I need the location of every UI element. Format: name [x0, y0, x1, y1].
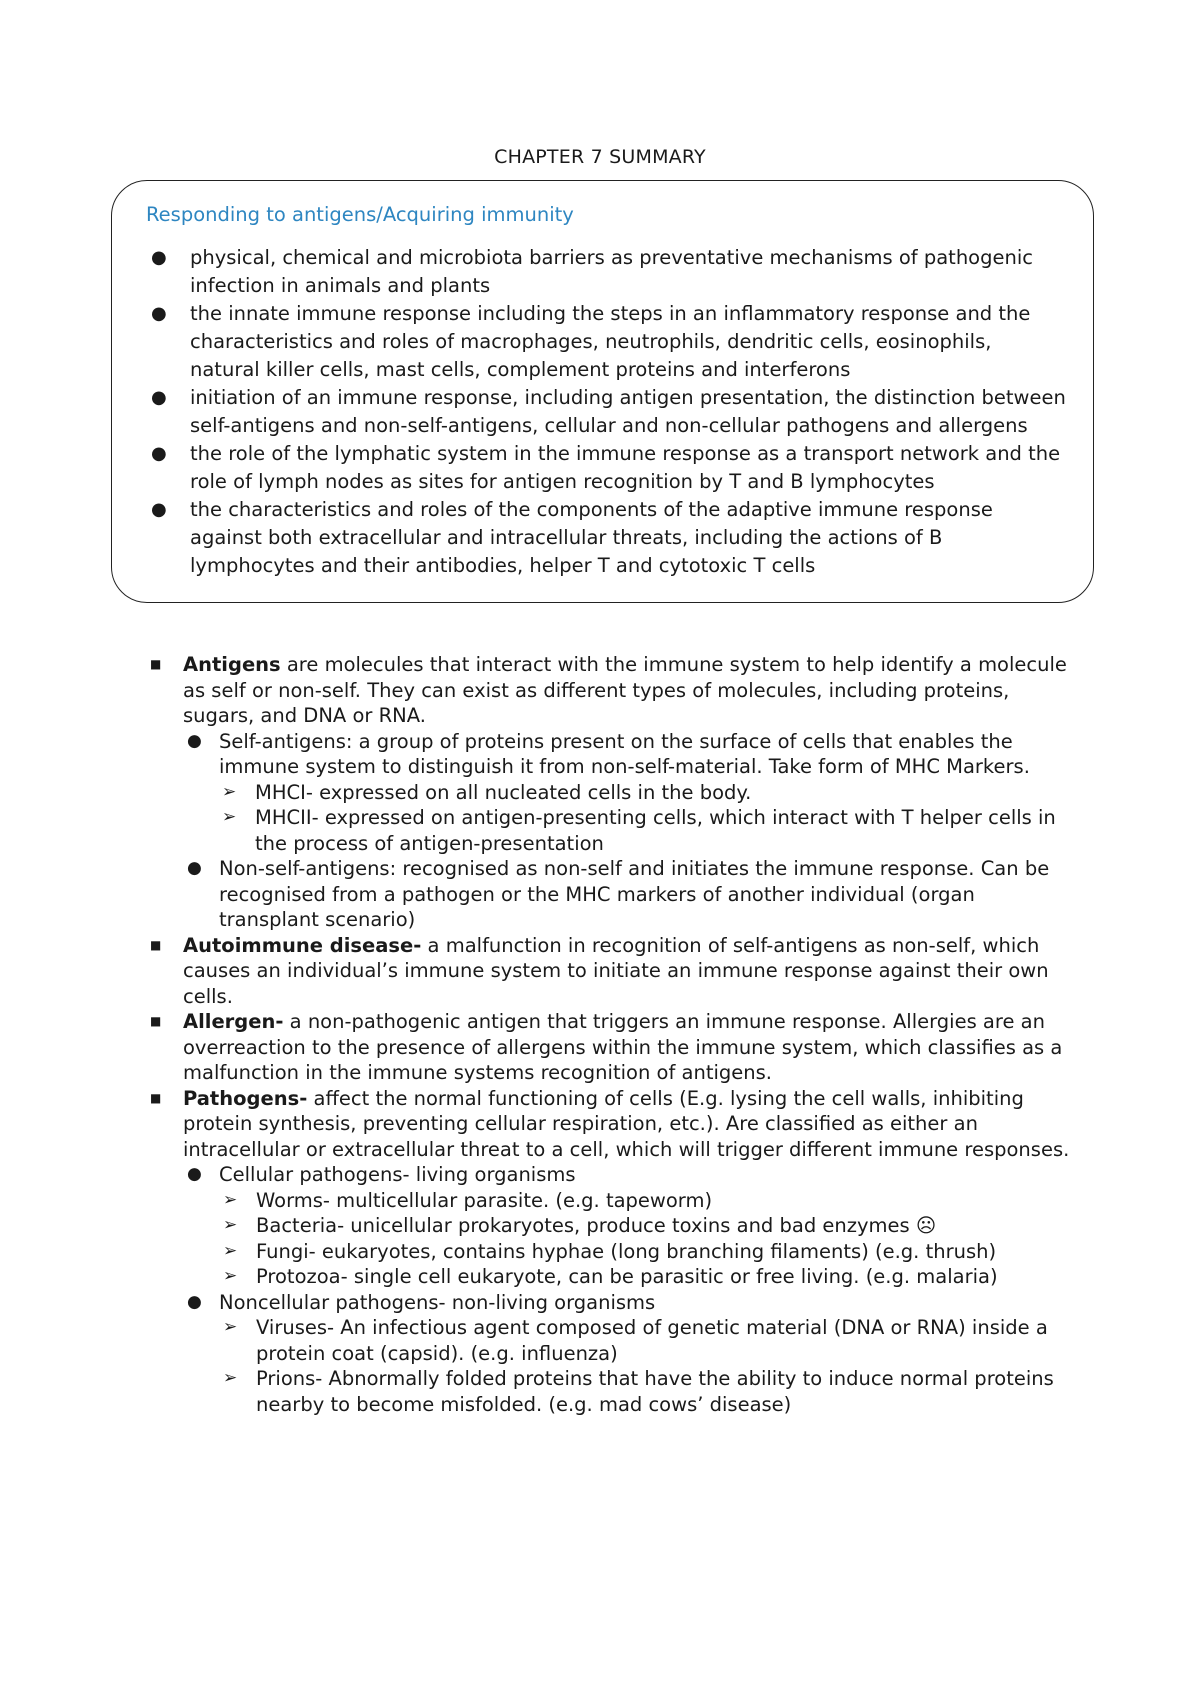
note-autoimmune: ■ Autoimmune disease- a malfunction in recognition of self-antigens as non-self, which causes an individual’s immune system to initiate an immune response against their own cells. [150, 933, 1049, 1008]
bullet-icon: ● [151, 303, 167, 324]
list-item: ➢ Prions- Abnormally folded proteins that have the ability to induce normal proteins nearby to become misfolded. (e.g. mad cows’ disease) [223, 1367, 1054, 1416]
notes-list [150, 652, 1070, 1417]
arrow-bullet-icon: ➢ [223, 1317, 238, 1337]
list-item: ➢ Viruses- An infectious agent composed of genetic material (DNA or RNA) inside a protein coat (capsid). (e.g. influenza) [223, 1316, 1048, 1365]
note-pathogens: ■ Pathogens- affect the normal functioning of cells (E.g. lysing the cell walls, inhibiting protein synthesis, preventing cellular respiration, etc.). Are classified as either an intracellular or extracellular threat to a cell, which will trigger different immune responses. ● Cellular pathogens- living organisms ➢ Worms- multicellular parasite. (e.g. tapeworm) ➢ Bacteria- unicellular prokaryotes, produce toxins and bad enzymes ☹ ➢ Fungi- eukaryotes, contains hyphae (long branching filaments) (e.g. thrush) ➢ Protozoa- single cell eukaryote, can be parasitic or free living. (e.g. malaria) ● Noncellular pathogens- non-living organisms ➢ Viruses- An infectious agent composed of genetic material (DNA or RNA) inside a protein coat (capsid). (e.g. influenza) ➢ Prions- Abnormally folded proteins that have the ability to induce normal proteins nearby to become misfolded. (e.g. mad cows’ disease) [150, 1086, 1070, 1416]
note-allergen: ■ Allergen- a non-pathogenic antigen that triggers an immune response. Allergies are an overreaction to the presence of allergens within the immune system, which classifies as a malfunction in the immune systems recognition of antigens. [150, 1010, 1063, 1084]
list-item: ➢ Fungi- eukaryotes, contains hyphae (long branching filaments) (e.g. thrush) [223, 1239, 997, 1263]
arrow-bullet-icon: ➢ [222, 781, 237, 802]
bullet-icon: ● [151, 387, 167, 408]
list-item: ● initiation of an immune response, including antigen presentation, the distinction between self-antigens and non-self-antigens, cellular and non-cellular pathogens and allergens [151, 386, 1066, 437]
arrow-bullet-icon: ➢ [223, 1215, 238, 1235]
list-item: ● Noncellular pathogens- non-living organisms [187, 1290, 656, 1314]
box-heading: Responding to antigens/Acquiring immunity [146, 203, 574, 226]
note-antigens: ■ Antigens are molecules that interact with the immune system to help identify a molecule as self or non-self. They can exist as different types of molecules, including proteins, sugars, and DNA or RNA. ● Self-antigens: a group of proteins present on the surface of cells that enables the immune system to distinguish it from non-self-material. Take form of MHC Markers. ➢ MHCI- expressed on all nucleated cells in the body. ➢ MHCII- expressed on antigen-presenting cells, which interact with T helper cells in the process of antigen-presentation ● Non-self-antigens: recognised as non-self and initiates the immune response. Can be recognised from a pathogen or the MHC markers of another individual (organ transplant scenario) [150, 652, 1070, 933]
list-item: ● physical, chemical and microbiota barriers as preventative mechanisms of pathogenic infection in animals and plants [151, 246, 1033, 297]
arrow-bullet-icon: ➢ [223, 1189, 238, 1210]
summary-box [111, 180, 1094, 603]
term: Antigens [183, 653, 281, 676]
bullet-icon: ● [151, 499, 167, 520]
arrow-bullet-icon: ➢ [222, 807, 237, 827]
list-item: ● Self-antigens: a group of proteins present on the surface of cells that enables the immune system to distinguish it from non-self-material. Take form of MHC Markers. ➢ MHCI- expressed on all nucleated cells in the body. ➢ MHCII- expressed on antigen-presenting cells, which interact with T helper cells in the process of antigen-presentation [183, 729, 1070, 857]
square-bullet-icon: ■ [150, 1014, 162, 1028]
term: Autoimmune disease- [183, 933, 422, 957]
bullet-icon: ● [151, 247, 167, 268]
arrow-bullet-icon: ➢ [223, 1240, 238, 1261]
box-list [146, 244, 1066, 580]
list-item: ➢ MHCII- expressed on antigen-presenting cells, which interact with T helper cells in the process of antigen-presentation [222, 806, 1056, 855]
list-item: ● the role of the lymphatic system in the immune response as a transport network and the role of lymph nodes as sites for antigen recognition by T and B lymphocytes [151, 442, 1061, 493]
bullet-icon: ● [187, 730, 202, 751]
list-item: ➢ Bacteria- unicellular prokaryotes, produce toxins and bad enzymes ☹ [223, 1214, 937, 1237]
list-item: ● the innate immune response including the steps in an inflammatory response and the characteristics and roles of macrophages, neutrophils, dendritic cells, eosinophils, natural killer cells, mast cells, complement proteins and interferons [151, 302, 1031, 381]
arrow-bullet-icon: ➢ [223, 1368, 238, 1388]
bullet-icon: ● [187, 1164, 202, 1184]
list-item: ● Cellular pathogens- living organisms [187, 1163, 576, 1186]
list-item: ● the characteristics and roles of the components of the adaptive immune response against both extracellular and intracellular threats, including the actions of B lymphocytes and their antibodies, helper T and cytotoxic T cells [151, 498, 993, 577]
bullet-icon: ● [187, 1291, 202, 1312]
bullet-icon: ● [151, 443, 167, 464]
square-bullet-icon: ■ [150, 1090, 162, 1105]
bullet-icon: ● [187, 858, 202, 878]
term: Pathogens- [183, 1086, 308, 1110]
term: Allergen- [183, 1010, 284, 1033]
list-item: ➢ Worms- multicellular parasite. (e.g. tapeworm) [223, 1188, 713, 1212]
arrow-bullet-icon: ➢ [223, 1266, 238, 1286]
list-item: ● Non-self-antigens: recognised as non-self and initiates the immune response. Can be recognised from a pathogen or the MHC markers of another individual (organ transplant scenario) [187, 857, 1050, 931]
list-item: ➢ Protozoa- single cell eukaryote, can be parasitic or free living. (e.g. malaria) [223, 1265, 998, 1288]
page-title: CHAPTER 7 SUMMARY [494, 146, 706, 168]
list-item: ➢ MHCI- expressed on all nucleated cells in the body. [222, 780, 752, 804]
square-bullet-icon: ■ [150, 937, 162, 952]
square-bullet-icon: ■ [150, 657, 162, 671]
